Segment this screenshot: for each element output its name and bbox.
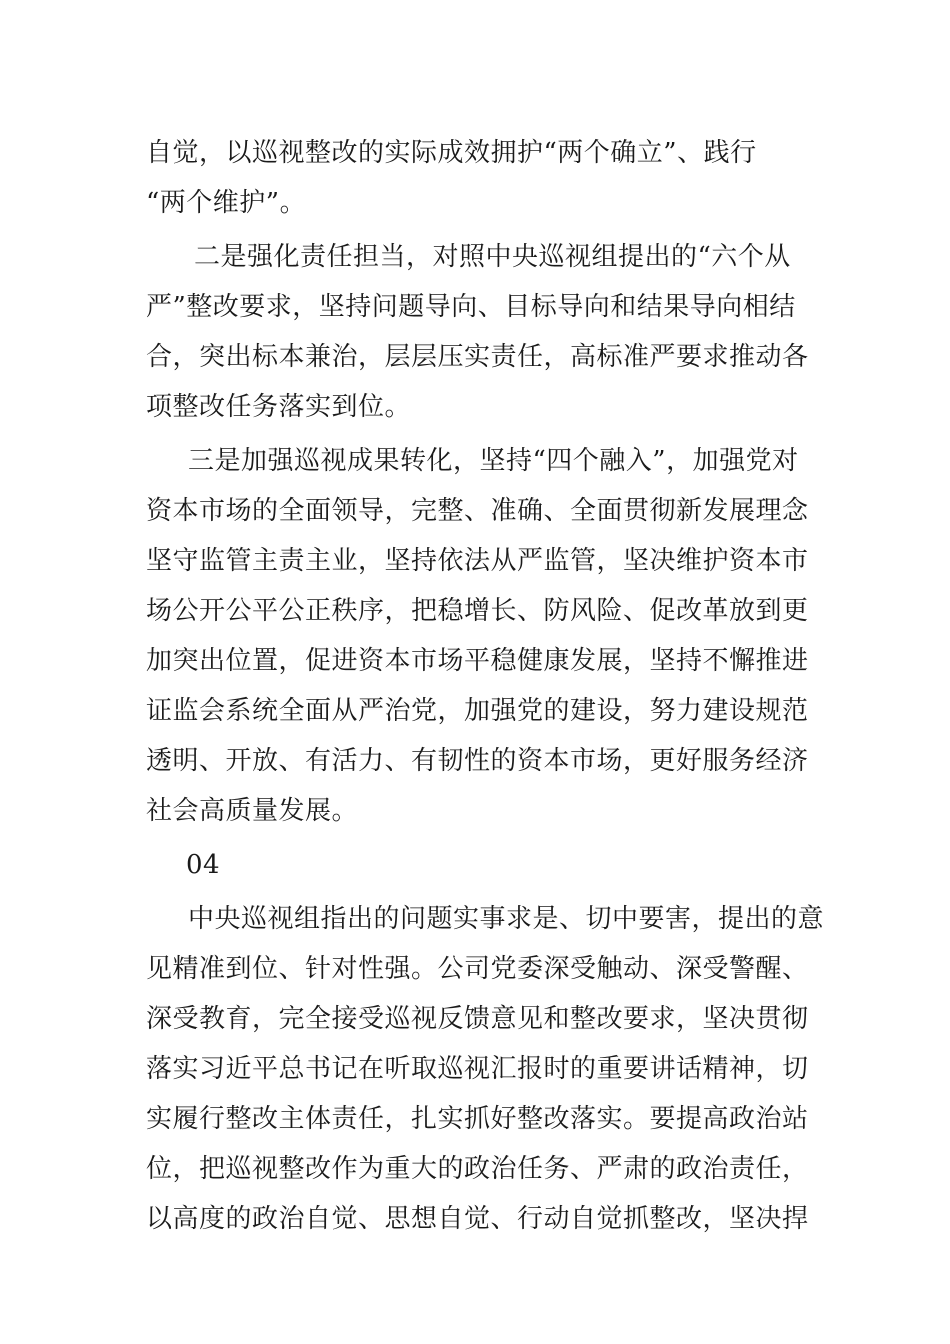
text-line: 中央巡视组指出的问题实事求是、切中要害，提出的意 bbox=[188, 904, 825, 934]
text-line: 以高度的政治自觉、思想自觉、行动自觉抓整改，坚决捍 bbox=[146, 1204, 809, 1234]
text-line: 场公开公平公正秩序，把稳增长、防风险、促改革放到更 bbox=[146, 596, 809, 626]
text-line: 位，把巡视整改作为重大的政治任务、严肃的政治责任， bbox=[146, 1154, 809, 1184]
text-line: 坚守监管主责主业，坚持依法从严监管，坚决维护资本市 bbox=[146, 546, 809, 576]
text-line: 二是强化责任担当，对照中央巡视组提出的“六个从 bbox=[194, 242, 791, 272]
text-line: 社会高质量发展。 bbox=[146, 796, 359, 826]
text-line: 证监会系统全面从严治党，加强党的建设，努力建设规范 bbox=[146, 696, 809, 726]
text-line: “两个维护”。 bbox=[146, 188, 307, 218]
text-line: 严”整改要求，坚持问题导向、目标导向和结果导向相结 bbox=[146, 292, 796, 322]
text-line: 自觉，以巡视整改的实际成效拥护“两个确立”、践行 bbox=[146, 138, 757, 168]
text-line: 加突出位置，促进资本市场平稳健康发展，坚持不懈推进 bbox=[146, 646, 809, 676]
text-line: 三是加强巡视成果转化，坚持“四个融入”，加强党对 bbox=[188, 446, 799, 476]
text-line: 落实习近平总书记在听取巡视汇报时的重要讲话精神，切 bbox=[146, 1054, 809, 1084]
section-number: 04 bbox=[186, 850, 221, 880]
text-line: 实履行整改主体责任，扎实抓好整改落实。要提高政治站 bbox=[146, 1104, 809, 1134]
document-page bbox=[146, 128, 825, 1244]
text-line: 透明、开放、有活力、有韧性的资本市场，更好服务经济 bbox=[146, 746, 809, 776]
text-line: 资本市场的全面领导，完整、准确、全面贯彻新发展理念 bbox=[146, 496, 809, 526]
text-line: 深受教育，完全接受巡视反馈意见和整改要求，坚决贯彻 bbox=[146, 1004, 809, 1034]
text-line: 见精准到位、针对性强。公司党委深受触动、深受警醒、 bbox=[146, 954, 809, 984]
text-line: 合，突出标本兼治，层层压实责任，高标准严要求推动各 bbox=[146, 342, 809, 372]
text-line: 项整改任务落实到位。 bbox=[146, 392, 412, 422]
